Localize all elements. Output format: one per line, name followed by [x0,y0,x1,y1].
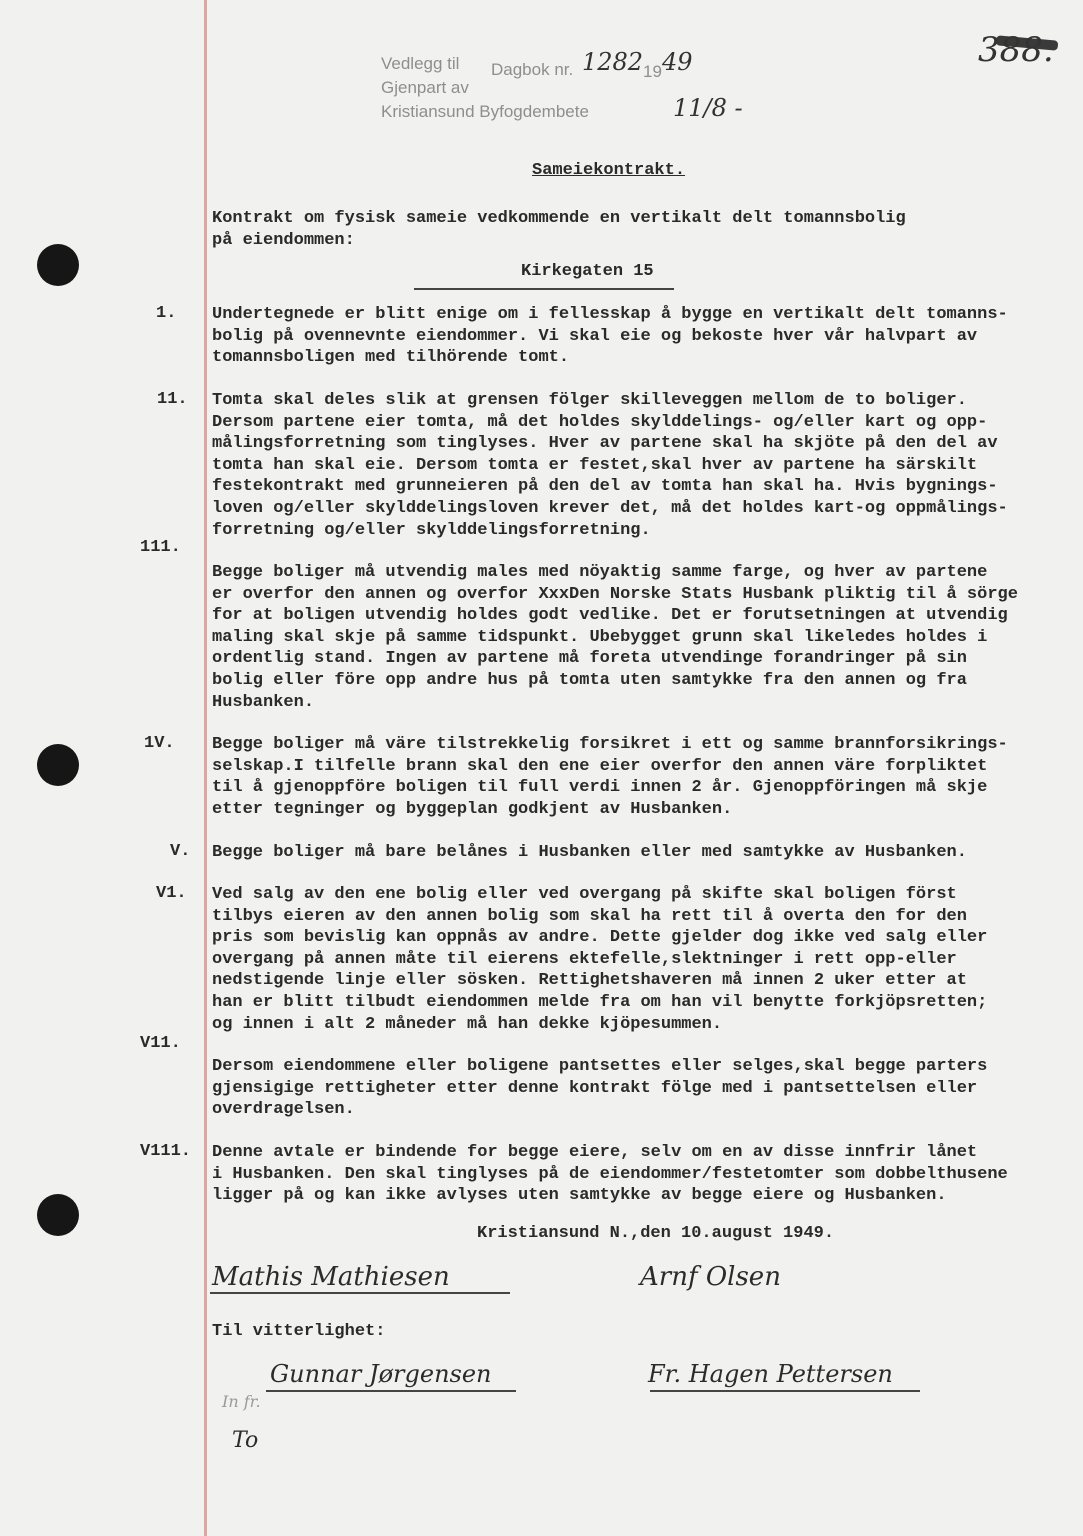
punch-hole-middle [37,744,79,786]
punch-hole-top [37,244,79,286]
section-text: Begge boliger må bare belånes i Husbanken eller med samtykke av Husbanken. [212,843,967,862]
witness-label: Til vitterlighet: [212,1322,386,1341]
property-address: Kirkegaten 15 [521,262,654,281]
section-text: Tomta skal deles slik at grensen fölger skilleveggen mellom de to boliger. Dersom partene eier tomta, må det holdes skylddelings- og/eller kart og opp- målingsforretning som tinglyses. Hver av partene skal ha skjöte på den del av tomta han skal eie. Dersom tomta er festet,skal hver av partene ha särskilt festekontrakt med grunneieren på den del av tomta han skal ha. Hvis bygnings- loven og/eller skylddelingsloven krever det, må det holdes kart-og oppmålings- forretning og/eller skylddelingsforretning. [212,391,1008,540]
stamp-line1-label: Vedlegg til [381,54,460,73]
section-number: 111. [140,538,181,557]
signature-left: Mathis Mathiesen [212,1262,450,1292]
section-number: V111. [140,1142,192,1161]
stamp-dagbok-number: 1282 [582,48,644,76]
margin-initials: To [232,1428,259,1453]
margin-note: In fr. [222,1392,261,1411]
stamp-line3: Kristiansund Byfogdembete [381,102,589,121]
section-text: Undertegnede er blitt enige om i fellesskap å bygge en vertikalt delt tomanns- bolig på ovennevnte eiendommer. Vi skal eie og bekoste hver vår halvpart av tomannsboligen med tilhörende tomt. [212,305,1008,368]
address-underline [414,288,674,290]
section-number: 1. [156,304,177,323]
page-number: 388. [978,30,1054,70]
section-number: 11. [157,390,188,409]
margin-rule [204,0,207,1536]
section-text: Ved salg av den ene bolig eller ved overgang på skifte skal boligen först tilbys eieren av den annen bolig som skal ha rett til å overta den for den pris som bevislig kan oppnås av andre. Dette gjelder dog ikke ved salg eller overgang på annen måte til eierens ektefelle,slektninger i rett opp-eller nedstigende linje eller sösken. Rettighetshaveren må innen 2 uker etter at han er blitt tilbudt eiendommen melde fra om han vil benytte forkjöpsretten; og innen i alt 2 måneder må han dekke kjöpesummen. [212,885,988,1034]
section-number: V. [170,842,191,861]
section-number: 1V. [144,734,175,753]
stamp-line2: Gjenpart av [381,78,469,97]
intro-text: Kontrakt om fysisk sameie vedkommende en vertikalt delt tomannsbolig på eiendommen: [212,209,906,250]
section-text: Begge boliger må utvendig males med nöyaktig samme farge, og hver av partene er overfor den annen og overfor XxxDen Norske Stats Husbank pliktig til å sörge for at boligen utvendig holdes godt vedlike. Det er forutsetningen at utvendig maling skal skje på samme tidspunkt. Ubebygget grunn skal likeledes holdes i ordentlig stand. Ingen av partene må foreta utvendinge forandringer på sin bolig eller före opp andre hus på tomta uten samtykke fra den annen og fra Husbanken. [212,563,1018,712]
document-title: Sameiekontrakt. [532,161,686,180]
place-date: Kristiansund N.,den 10.august 1949. [477,1224,835,1243]
stamp-date-handwritten: 11/8 - [673,94,743,122]
signature-underline [650,1390,920,1392]
signature-right: Arnf Olsen [640,1262,781,1292]
archive-stamp [381,48,743,134]
section-number: V1. [156,884,187,903]
section-text: Begge boliger må väre tilstrekkelig forsikret i ett og samme brannforsikrings- selskap.I tilfelle brann skal den ene eier overfor den annen väre forpliktet til å gjenoppföre boligen til full verdi innen 2 år. Gjenoppföringen må skje etter tegninger og byggeplan godkjent av Husbanken. [212,735,1008,819]
signature-underline [266,1390,516,1392]
signature-underline [210,1292,510,1294]
section-text: Dersom eiendommene eller boligene pantsettes eller selges,skal begge parters gjensigige rettigheter etter denne kontrakt fölge med i pantsettelsen eller overdragelsen. [212,1057,988,1120]
witness-signature-right: Fr. Hagen Pettersen [648,1360,893,1388]
witness-signature-left: Gunnar Jørgensen [270,1360,492,1388]
section-text: Denne avtale er bindende for begge eiere, selv om en av disse innfrir lånet i Husbanken. Den skal tinglyses på de eiendommer/festetomter som dobbelthusene ligger på og kan ikke avlyses uten samtykke av begge eiere og Husbanken. [212,1143,1008,1206]
stamp-year-handwritten: 49 [662,48,693,76]
stamp-year-printed: 19 [643,62,662,81]
stamp-dagbok-label: Dagbok nr. [491,60,574,79]
section-number: V11. [140,1034,181,1053]
punch-hole-bottom [37,1194,79,1236]
